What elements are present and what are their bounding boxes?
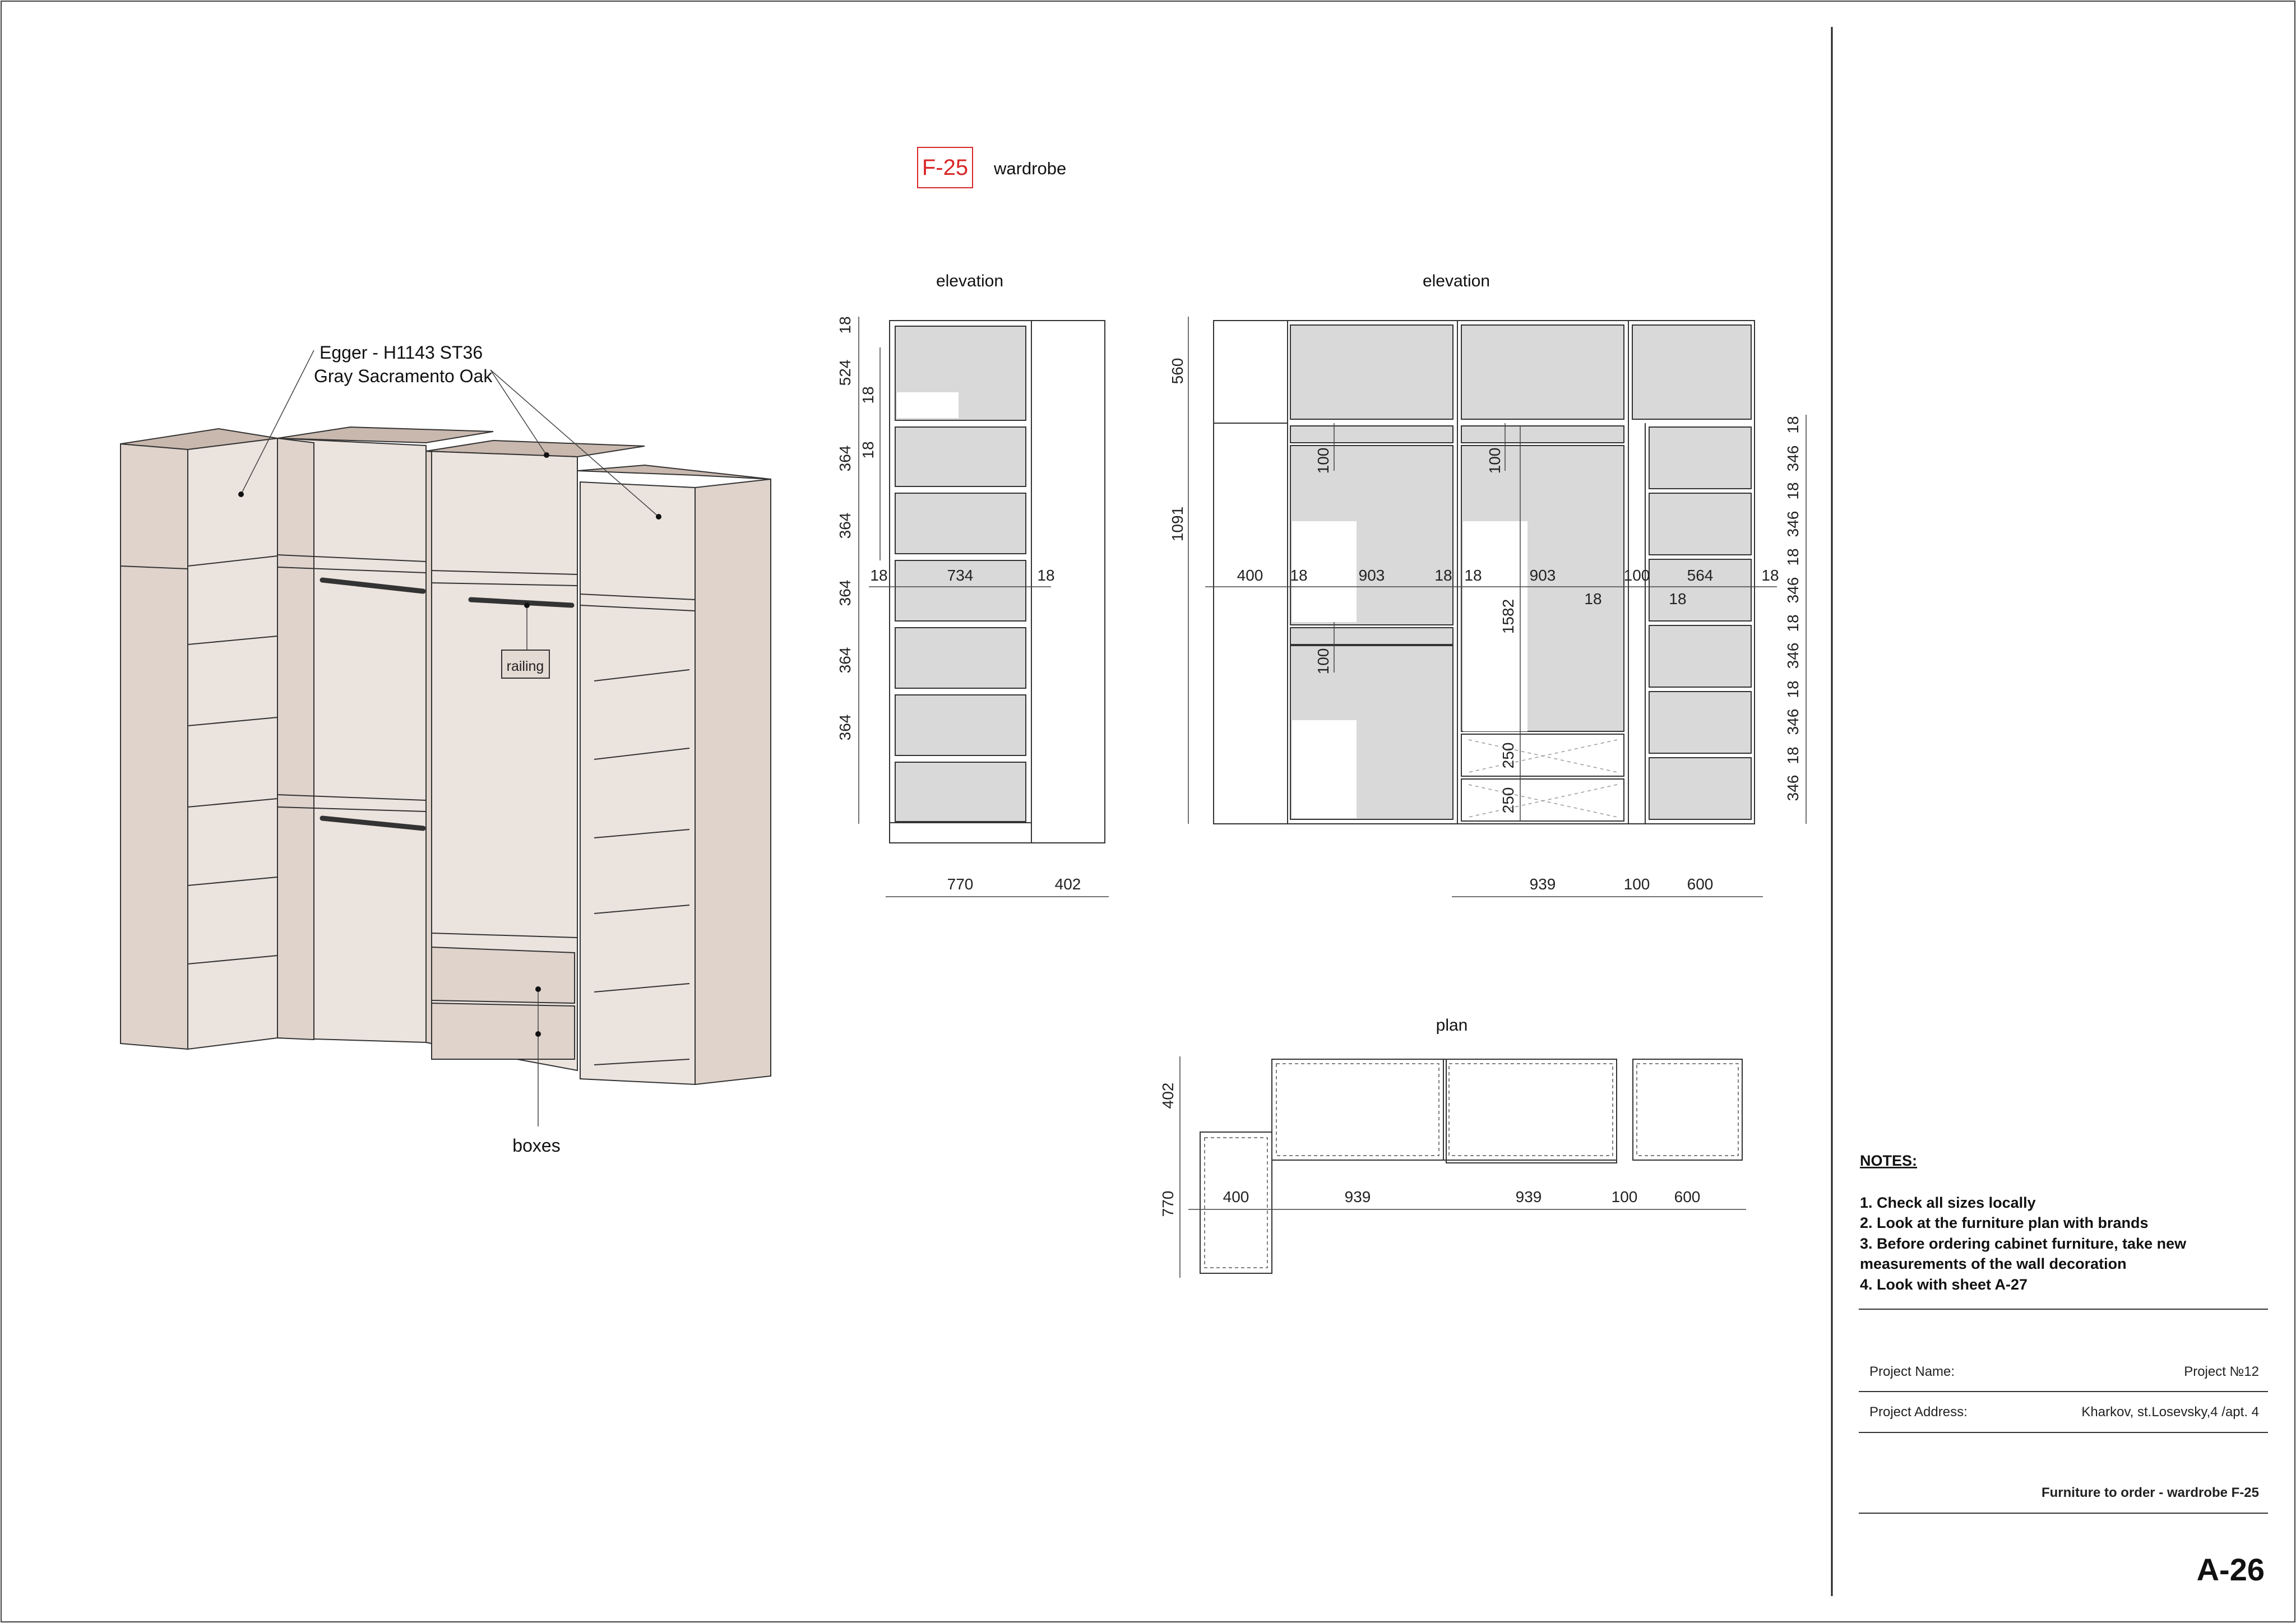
note-4: 4. Look with sheet A-27 <box>1860 1276 2028 1293</box>
svg-text:346: 346 <box>1784 775 1802 801</box>
elevation1-drawing <box>859 317 1109 897</box>
elev1-dim-inner-width: 734 <box>947 567 974 584</box>
elev2-dim-18-4: 18 <box>1761 567 1779 584</box>
sheet-title: Furniture to order - wardrobe F-25 <box>2041 1485 2259 1500</box>
elev2-dim-100c: 100 <box>1314 648 1332 675</box>
project-name-label: Project Name: <box>1869 1364 1955 1379</box>
elev2-dim-bottom-100: 100 <box>1623 875 1650 893</box>
elev2-dim-560: 560 <box>1169 358 1186 384</box>
elev2-dim-18-small-b: 18 <box>1669 590 1687 608</box>
elev2-dim-903b: 903 <box>1529 567 1556 584</box>
elev2-dim-100: 100 <box>1623 567 1650 584</box>
isometric-view <box>121 350 771 1126</box>
elev2-dim-1582: 1582 <box>1499 599 1517 634</box>
elev2-dim-18-small-a: 18 <box>1584 590 1602 608</box>
plan-dim-770: 770 <box>1159 1190 1177 1217</box>
note-1: 1. Check all sizes locally <box>1860 1194 2036 1211</box>
project-address-label: Project Address: <box>1869 1404 1968 1420</box>
elevation2-drawing <box>1188 317 1806 897</box>
elev2-right-dims <box>1784 416 1802 801</box>
project-address-value: Kharkov, st.Losevsky,4 /apt. 4 <box>2081 1404 2259 1420</box>
svg-text:18: 18 <box>1784 614 1802 632</box>
elev1-dim-364e: 364 <box>836 714 854 741</box>
svg-text:346: 346 <box>1784 445 1802 472</box>
elev1-dim-bottom-770: 770 <box>947 875 974 893</box>
note-2: 2. Look at the furniture plan with brands <box>1860 1214 2149 1231</box>
elev2-dim-100a: 100 <box>1314 447 1332 474</box>
svg-text:18: 18 <box>1784 680 1802 698</box>
elev1-dim-bottom-402: 402 <box>1054 875 1081 893</box>
material-label-line2: Gray Sacramento Oak <box>314 366 493 386</box>
svg-text:18: 18 <box>1784 482 1802 500</box>
plan-dim-939a: 939 <box>1344 1188 1371 1205</box>
elev2-dim-bottom-939: 939 <box>1529 875 1556 893</box>
plan-drawing <box>1180 1056 1746 1278</box>
elev1-dim-18b: 18 <box>859 441 877 459</box>
elev2-dim-903a: 903 <box>1358 567 1385 584</box>
elev1-dim-side-right: 18 <box>1037 567 1055 584</box>
elev1-dim-side-left: 18 <box>870 567 888 584</box>
code-label: F-25 <box>922 155 969 180</box>
elev2-dim-18-1: 18 <box>1290 567 1308 584</box>
svg-text:346: 346 <box>1784 642 1802 669</box>
plan-dim-400: 400 <box>1223 1188 1249 1205</box>
elev1-dim-524: 524 <box>836 359 854 386</box>
plan-dim-600: 600 <box>1674 1188 1701 1205</box>
elev2-dim-250b: 250 <box>1499 787 1517 814</box>
elev2-dim-564: 564 <box>1687 567 1714 584</box>
elev2-dim-18-3: 18 <box>1464 567 1482 584</box>
elevation1-title: elevation <box>936 272 1004 290</box>
svg-text:18: 18 <box>1784 746 1802 764</box>
note-3-cont: measurements of the wall decoration <box>1860 1255 2127 1272</box>
elev1-dim-364a: 364 <box>836 445 854 472</box>
plan-dim-402: 402 <box>1159 1082 1177 1109</box>
plan-dim-939b: 939 <box>1515 1188 1542 1205</box>
project-name-value: Project №12 <box>2184 1364 2259 1379</box>
svg-text:346: 346 <box>1784 708 1802 735</box>
elev1-dim-364b: 364 <box>836 512 854 539</box>
item-name: wardrobe <box>994 159 1067 178</box>
svg-text:18: 18 <box>1784 416 1802 434</box>
notes-heading: NOTES: <box>1860 1152 1918 1169</box>
note-3: 3. Before ordering cabinet furniture, take new <box>1860 1235 2187 1252</box>
elev1-dim-364c: 364 <box>836 579 854 606</box>
elev2-dim-400: 400 <box>1237 567 1263 584</box>
elev2-dim-250a: 250 <box>1499 742 1517 769</box>
elev2-dim-bottom-600: 600 <box>1687 875 1714 893</box>
elev2-dim-1091: 1091 <box>1169 506 1186 542</box>
elev1-dim-top18: 18 <box>836 316 854 334</box>
elev2-dim-18-2: 18 <box>1434 567 1452 584</box>
plan-dim-100: 100 <box>1611 1188 1638 1205</box>
sheet-number: A-26 <box>2196 1552 2265 1587</box>
elev2-dim-100b: 100 <box>1486 447 1503 474</box>
elev1-dim-364d: 364 <box>836 647 854 674</box>
svg-text:18: 18 <box>1784 548 1802 566</box>
svg-text:346: 346 <box>1784 577 1802 604</box>
material-label-line1: Egger - H1143 ST36 <box>320 342 483 363</box>
elevation2-title: elevation <box>1422 272 1490 290</box>
svg-text:346: 346 <box>1784 511 1802 537</box>
boxes-label: boxes <box>512 1135 561 1156</box>
plan-title: plan <box>1436 1016 1468 1035</box>
railing-label: railing <box>506 659 544 674</box>
elev1-dim-18a: 18 <box>859 386 877 404</box>
